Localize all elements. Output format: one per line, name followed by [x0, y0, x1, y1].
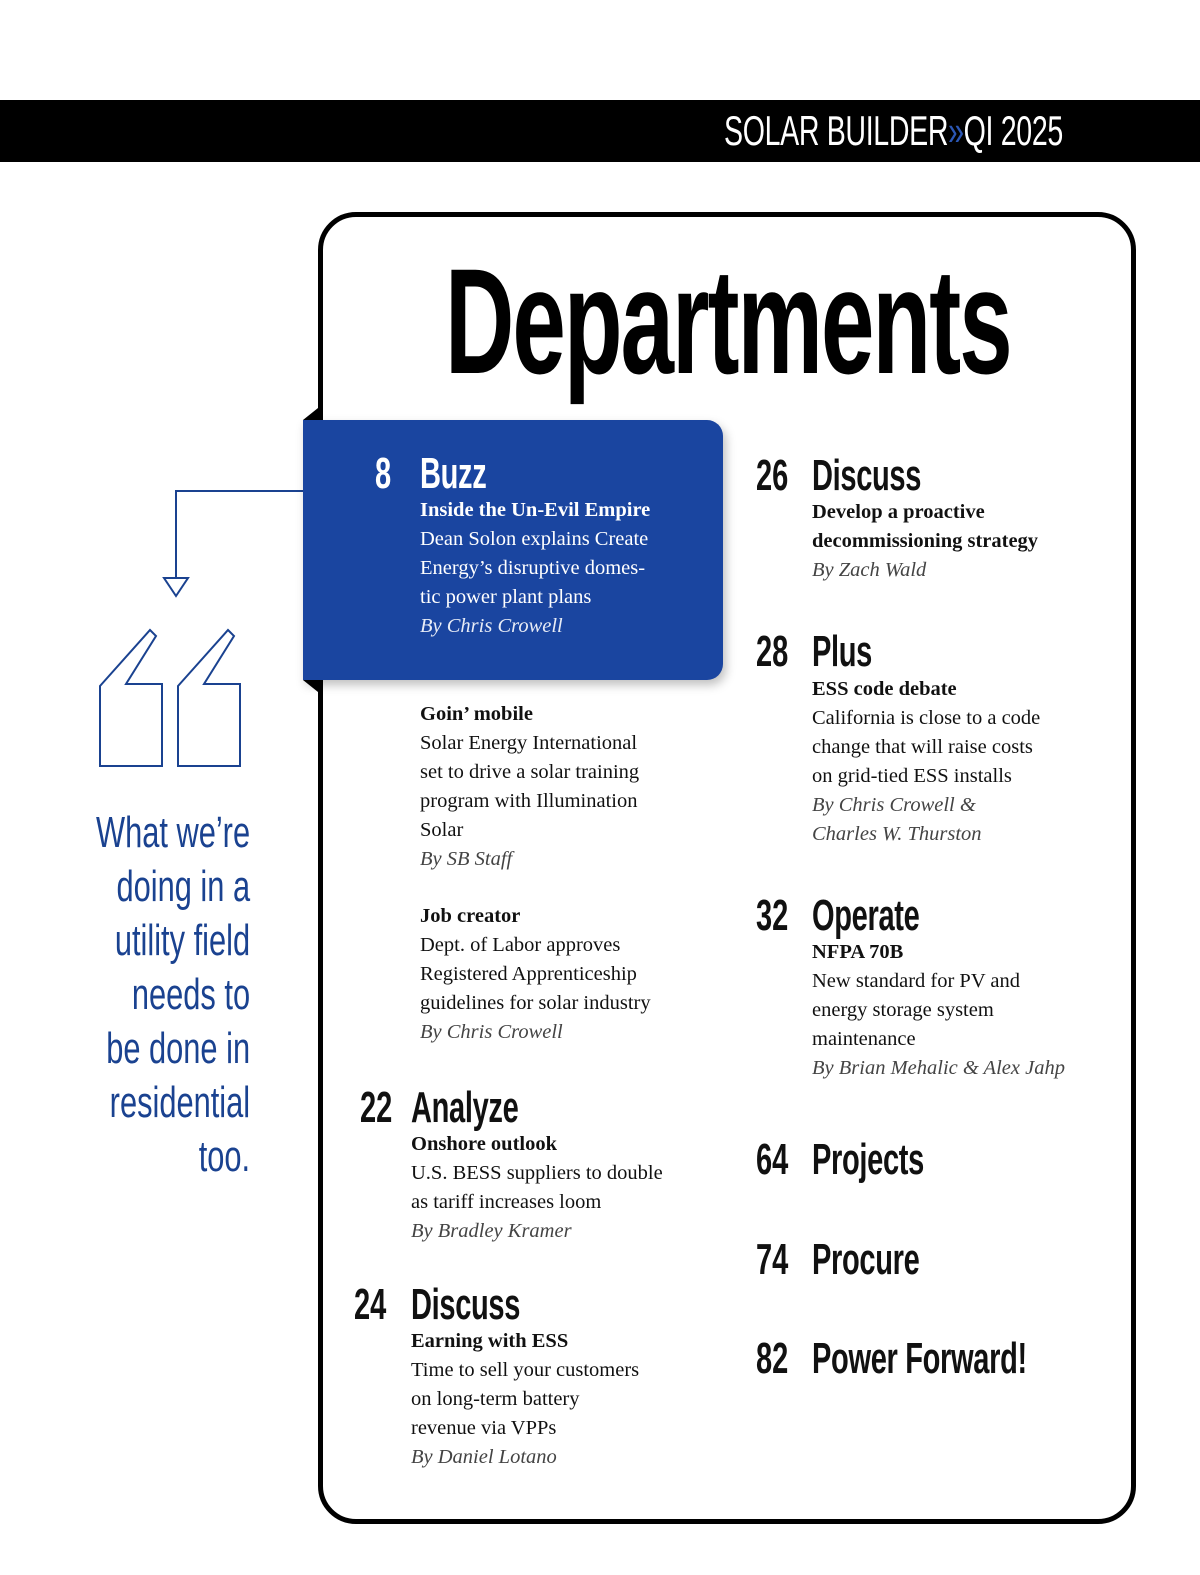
- article-title: Inside the Un-Evil Empire: [420, 499, 651, 521]
- byline: Charles W. Thurston: [812, 823, 982, 845]
- section-heading: Procure: [812, 1235, 920, 1284]
- section-heading: Discuss: [411, 1280, 521, 1329]
- article-desc-line: as tariff increases loom: [411, 1191, 602, 1213]
- article-title: Earning with ESS: [411, 1330, 569, 1352]
- byline: By Chris Crowell: [420, 1021, 563, 1043]
- byline: By Brian Mehalic & Alex Jahp: [812, 1057, 1065, 1079]
- article-desc-line: set to drive a solar training: [420, 761, 640, 783]
- article-desc-line: program with Illumination: [420, 790, 638, 812]
- page-number: 22: [360, 1083, 393, 1132]
- separator-chevron: »: [948, 107, 964, 154]
- article-desc-line: maintenance: [812, 1028, 916, 1050]
- article-desc-line: energy storage system: [812, 999, 994, 1021]
- ribbon-fold-bottom: [303, 680, 318, 692]
- page-number: 64: [756, 1135, 789, 1184]
- page-number: 28: [756, 627, 789, 676]
- byline: By Bradley Kramer: [411, 1220, 572, 1242]
- section-heading: Power Forward!: [812, 1334, 1027, 1383]
- section-heading: Plus: [812, 627, 873, 676]
- magazine-name: SOLAR BUILDER: [724, 107, 949, 154]
- byline: By Chris Crowell &: [812, 794, 976, 816]
- article-desc-line: New standard for PV and: [812, 970, 1020, 992]
- page-number: 32: [756, 891, 789, 940]
- byline: By Chris Crowell: [420, 615, 563, 637]
- article-title: Develop a proactive: [812, 501, 985, 523]
- page-number: 82: [756, 1334, 789, 1383]
- page-number: 24: [354, 1280, 387, 1329]
- article-desc-line: guidelines for solar industry: [420, 992, 651, 1014]
- article-desc-line: Dean Solon explains Create: [420, 528, 649, 550]
- pull-quote-line: too.: [198, 1132, 250, 1181]
- article-desc-line: California is close to a code: [812, 707, 1041, 729]
- byline: By Zach Wald: [812, 559, 927, 581]
- entry-job-creator[interactable]: [420, 902, 651, 1047]
- pull-quote-line: doing in a: [116, 862, 250, 911]
- page-number: 8: [375, 449, 392, 498]
- pull-quote-line: residential: [109, 1078, 250, 1127]
- issue-date: QI 2025: [963, 107, 1063, 154]
- article-desc-line: Dept. of Labor approves: [420, 934, 621, 956]
- pull-quote-line: What we’re: [95, 808, 250, 857]
- page-number: 74: [756, 1235, 789, 1284]
- article-title: NFPA 70B: [812, 941, 904, 963]
- article-desc-line: Time to sell your customers: [411, 1359, 640, 1381]
- quote-icon: [96, 626, 256, 776]
- pull-quote-line: be done in: [106, 1024, 250, 1073]
- article-desc-line: change that will raise costs: [812, 736, 1033, 758]
- section-heading: Buzz: [420, 449, 487, 498]
- pull-quote: [96, 806, 250, 1184]
- article-title: ESS code debate: [812, 678, 957, 700]
- pull-quote-line: needs to: [131, 970, 250, 1019]
- byline: By Daniel Lotano: [411, 1446, 557, 1468]
- article-desc-line: revenue via VPPs: [411, 1417, 557, 1439]
- page-number: 26: [756, 451, 789, 500]
- article-desc-line: on grid-tied ESS installs: [812, 765, 1012, 787]
- article-title: Onshore outlook: [411, 1133, 558, 1155]
- article-title: decommissioning strategy: [812, 530, 1039, 552]
- section-heading: Discuss: [812, 451, 922, 500]
- article-desc-line: Energy’s disruptive domes-: [420, 557, 646, 579]
- page-title: Departments: [445, 237, 1011, 405]
- article-desc-line: Solar Energy International: [420, 732, 638, 754]
- article-title: Goin’ mobile: [420, 703, 533, 725]
- ribbon-fold-top: [303, 408, 318, 420]
- article-desc-line: U.S. BESS suppliers to double: [411, 1162, 663, 1184]
- article-desc-line: on long-term battery: [411, 1388, 580, 1410]
- section-heading: Operate: [812, 891, 920, 940]
- section-heading: Projects: [812, 1135, 924, 1184]
- article-desc-line: Registered Apprenticeship: [420, 963, 637, 985]
- section-heading: Analyze: [411, 1083, 519, 1132]
- article-title: Job creator: [420, 905, 521, 927]
- byline: By SB Staff: [420, 848, 513, 870]
- entry-goin-mobile[interactable]: [420, 700, 639, 874]
- pull-quote-line: utility field: [114, 916, 250, 965]
- article-desc-line: tic power plant plans: [420, 586, 592, 608]
- article-desc-line: Solar: [420, 819, 464, 841]
